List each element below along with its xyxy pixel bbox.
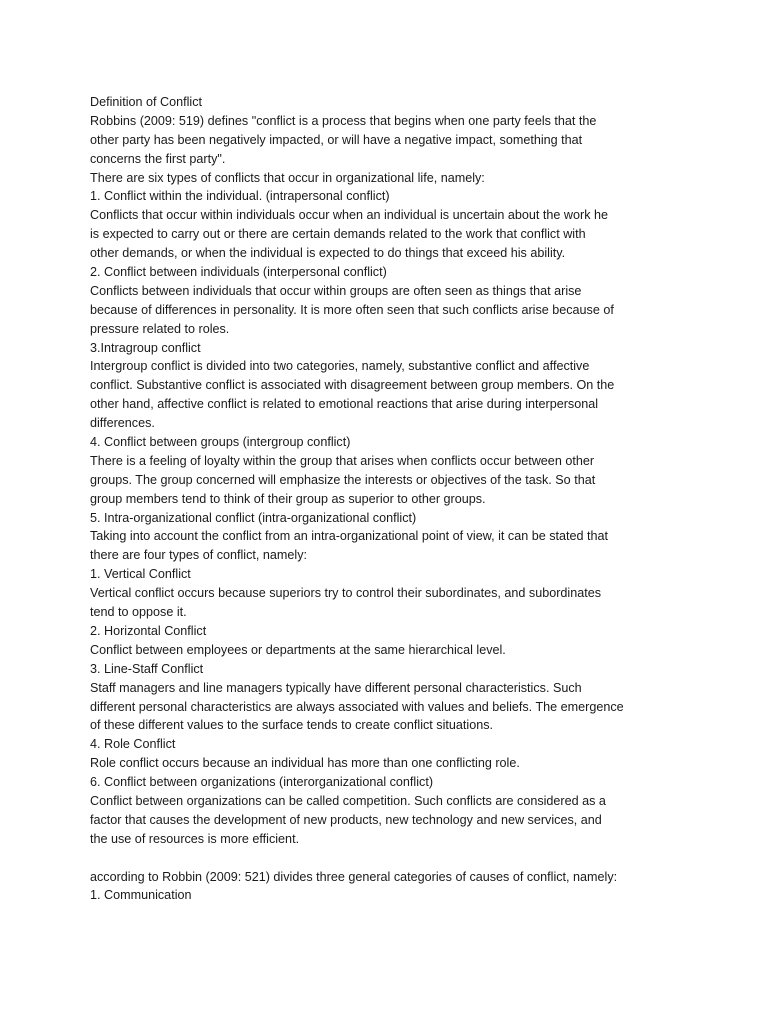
text-line: pressure related to roles. — [90, 321, 230, 336]
text-line: the use of resources is more efficient. — [90, 831, 300, 846]
text-line: Definition of Conflict — [90, 95, 202, 109]
text-line: Conflict between organizations can be called competition. Such conflicts are considered as a — [90, 793, 606, 808]
text-line: 3.Intragroup conflict — [90, 340, 201, 355]
text-line: according to Robbin (2009: 521) divides three general categories of causes of conflict, namely: — [90, 869, 618, 884]
text-line: groups. The group concerned will emphasize the interests or objectives of the task. So that — [90, 472, 596, 487]
text-line: 1. Conflict within the individual. (intrapersonal conflict) — [90, 189, 390, 204]
text-line: Conflict between employees or departments at the same hierarchical level. — [90, 642, 506, 657]
text-line: other hand, affective conflict is related to emotional reactions that arise during interpersonal — [90, 397, 599, 412]
text-line: Taking into account the conflict from an intra-organizational point of view, it can be stated that — [90, 529, 609, 544]
text-line: Staff managers and line managers typically have different personal characteristics. Such — [90, 680, 582, 695]
text-line: Robbins (2009: 519) defines "conflict is a process that begins when one party feels that the — [90, 113, 597, 128]
text-line: Intergroup conflict is divided into two categories, namely, substantive conflict and affective — [90, 359, 590, 374]
text-line: conflict. Substantive conflict is associated with disagreement between group members. On the — [90, 378, 615, 393]
text-line: concerns the first party". — [90, 151, 226, 166]
text-line: 4. Conflict between groups (intergroup conflict) — [90, 435, 351, 450]
text-line: factor that causes the development of new products, new technology and new services, and — [90, 812, 602, 827]
text-line: 1. Vertical Conflict — [90, 567, 191, 582]
text-line: Vertical conflict occurs because superiors try to control their subordinates, and subordinates — [90, 586, 602, 601]
text-line: There is a feeling of loyalty within the group that arises when conflicts occur between other — [90, 453, 595, 468]
text-line: of these different values to the surface tends to create conflict situations. — [90, 718, 493, 733]
text-line: 1. Communication — [90, 888, 192, 903]
text-line: 2. Conflict between individuals (interpersonal conflict) — [90, 265, 387, 280]
text-line: other party has been negatively impacted, or will have a negative impact, something that — [90, 132, 583, 147]
text-line: Role conflict occurs because an individual has more than one conflicting role. — [90, 756, 520, 771]
text-line: Conflicts between individuals that occur within groups are often seen as things that arise — [90, 283, 582, 298]
text-line: tend to oppose it. — [90, 605, 187, 620]
text-line: there are four types of conflict, namely: — [90, 548, 307, 563]
text-line: group members tend to think of their group as superior to other groups. — [90, 491, 486, 506]
text-line: Conflicts that occur within individuals occur when an individual is uncertain about the work he — [90, 208, 609, 223]
text-line: other demands, or when the individual is expected to do things that exceed his ability. — [90, 246, 566, 261]
text-line: different personal characteristics are always associated with values and beliefs. The emergence — [90, 699, 624, 714]
text-line: 2. Horizontal Conflict — [90, 623, 207, 638]
text-line: differences. — [90, 416, 155, 431]
document-body — [90, 93, 690, 905]
text-line: 6. Conflict between organizations (interorganizational conflict) — [90, 775, 434, 790]
blank-line — [90, 849, 690, 868]
text-line: is expected to carry out or there are certain demands related to the work that conflict with — [90, 227, 586, 242]
text-line: because of differences in personality. It is more often seen that such conflicts arise because of — [90, 302, 614, 317]
text-line: 4. Role Conflict — [90, 737, 176, 752]
text-line: 3. Line-Staff Conflict — [90, 661, 204, 676]
text-line: There are six types of conflicts that occur in organizational life, namely: — [90, 170, 485, 185]
text-line: 5. Intra-organizational conflict (intra-organizational conflict) — [90, 510, 417, 525]
